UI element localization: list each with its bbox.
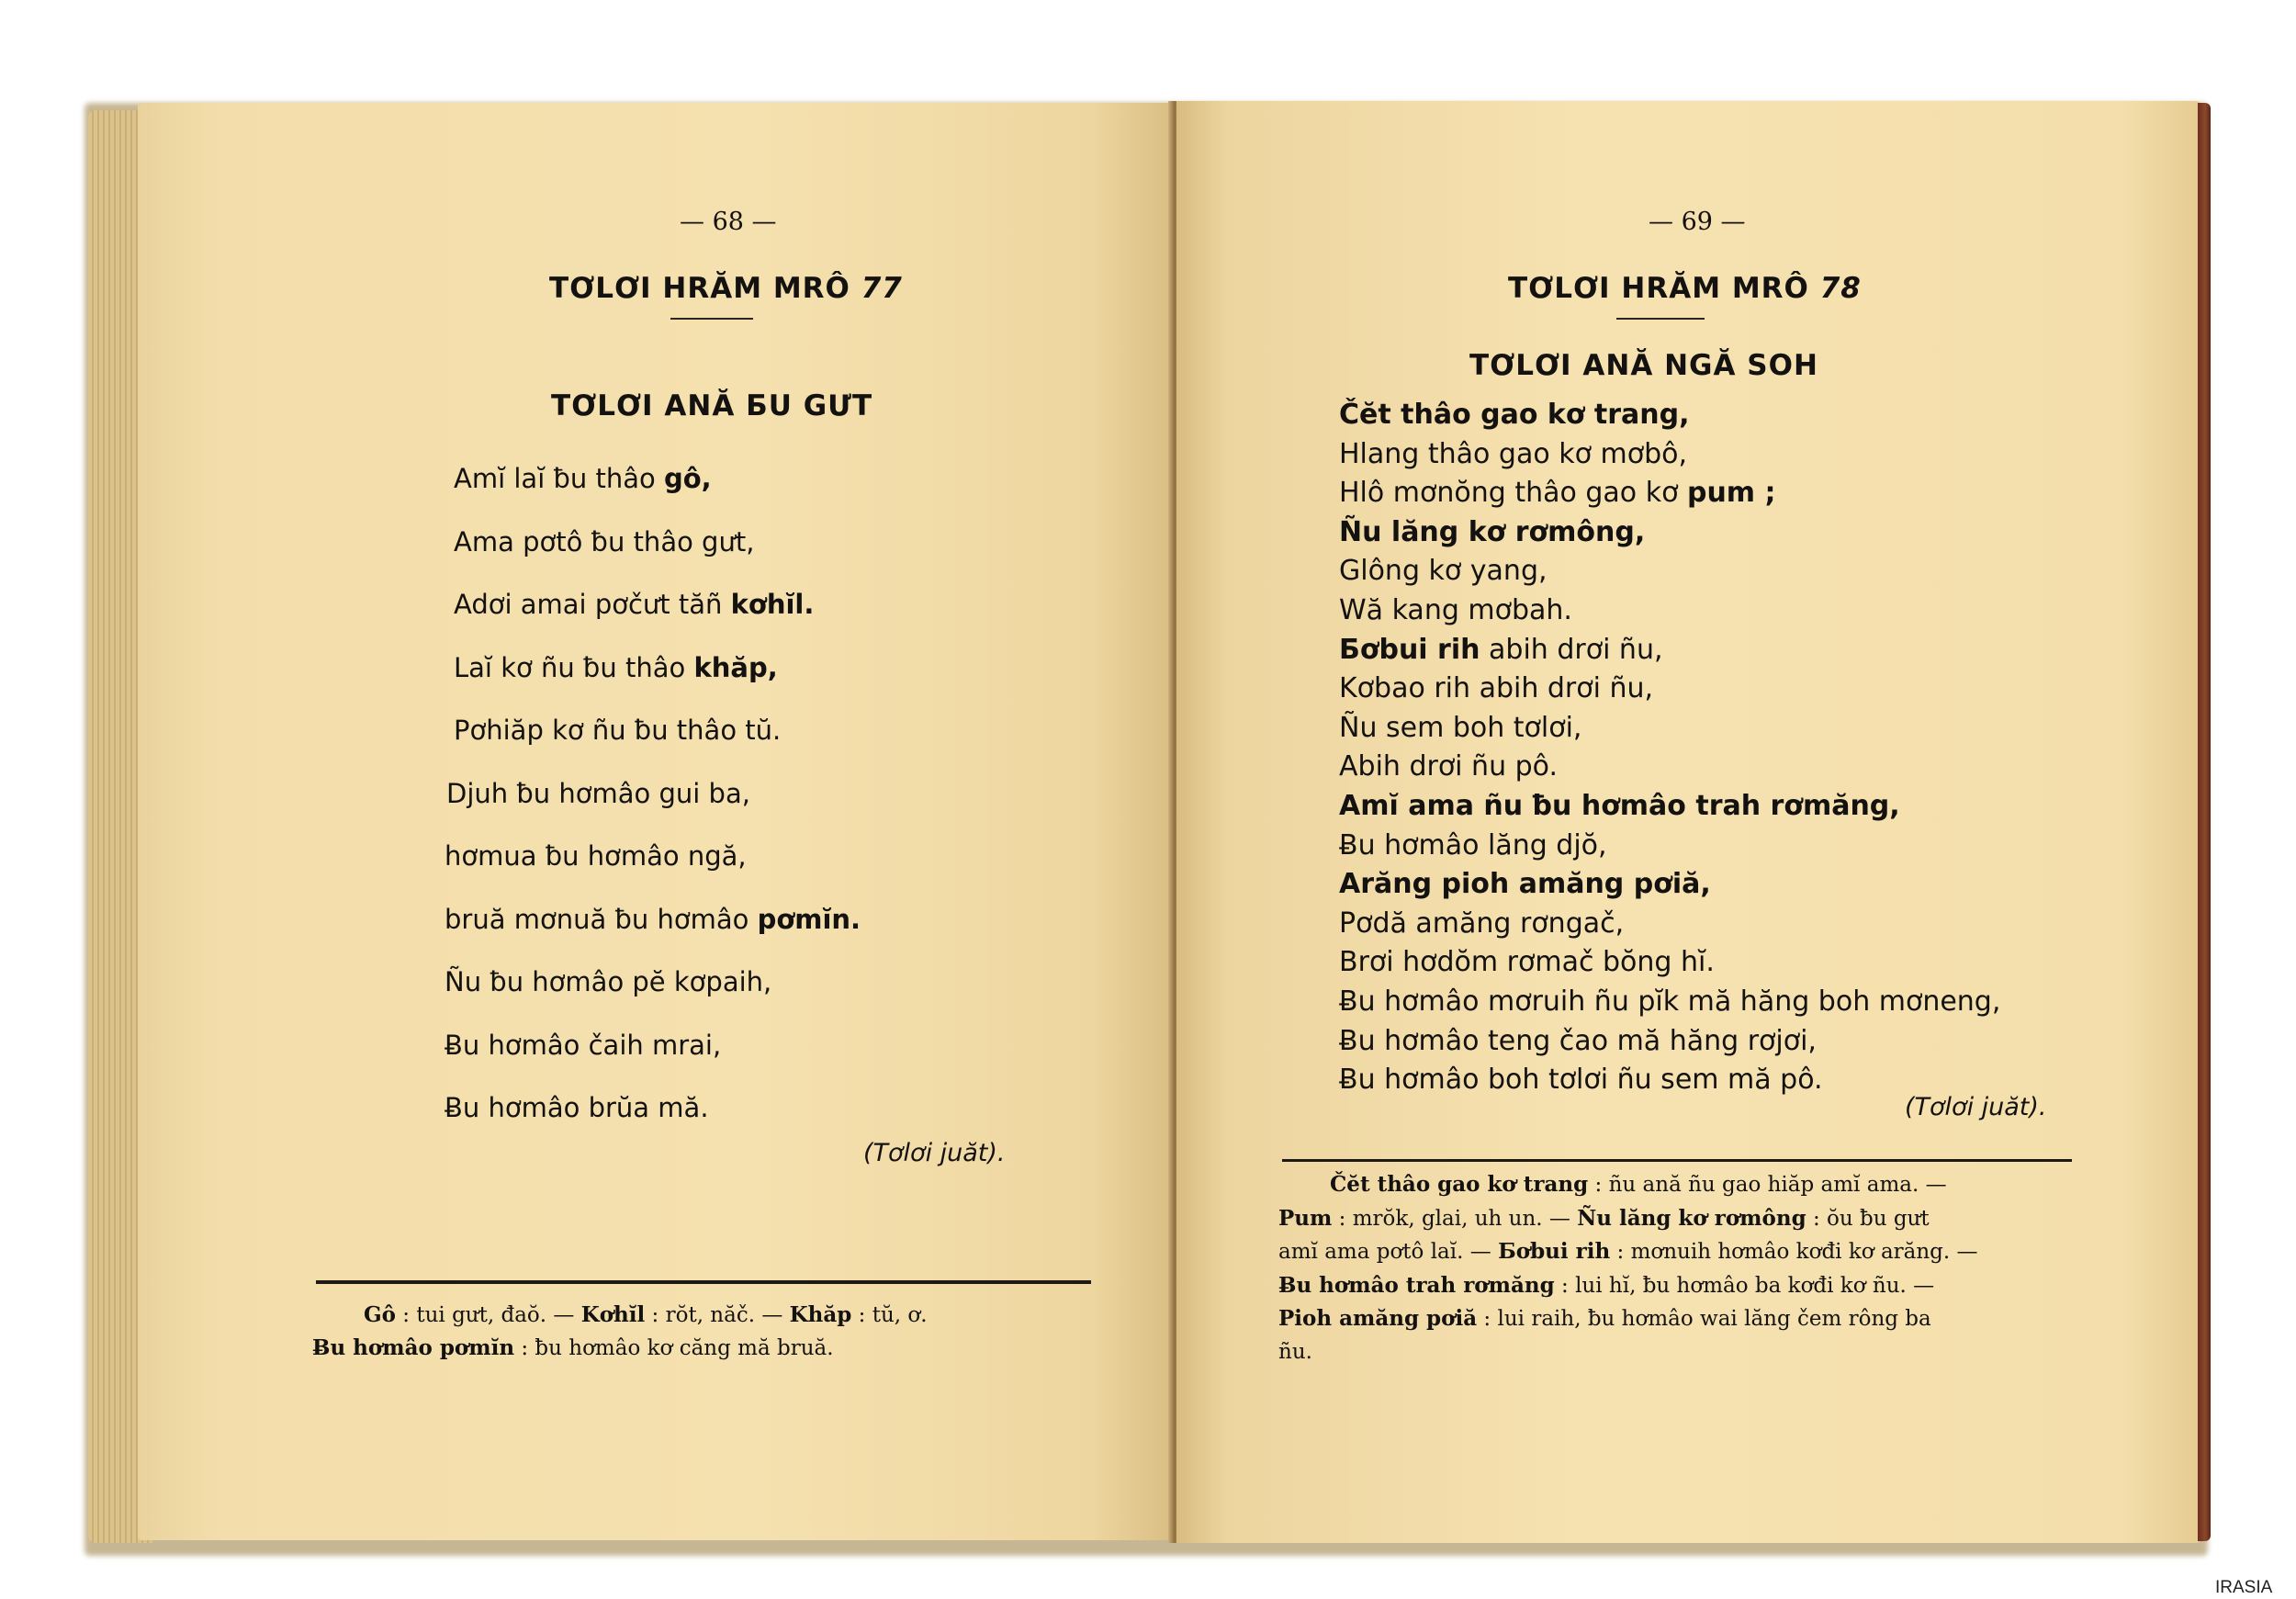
poem-line bbox=[446, 778, 750, 809]
bold-term: pơmĭn. bbox=[757, 903, 861, 935]
back-cover-edge bbox=[2198, 103, 2211, 1541]
text-run: Kơbao rih abih drơi ñu, bbox=[1339, 672, 1654, 705]
text-run: Ƀu hơmâo mơruih ñu pĭk mă hăng boh mơneng, bbox=[1339, 985, 2001, 1018]
poem-line bbox=[454, 463, 712, 494]
bold-term: Čĕt thâo gao kơ trang bbox=[1330, 1172, 1589, 1197]
text-run: Ƀu hơmâo čaih mrai, bbox=[445, 1029, 722, 1061]
text-run: Hlô mơnŏng thâo gao kơ bbox=[1339, 477, 1687, 510]
poem-line bbox=[1339, 477, 1776, 509]
right-lesson-number: 78 bbox=[1819, 272, 1862, 305]
left-lesson-heading bbox=[549, 272, 903, 305]
poem-line bbox=[1339, 712, 1581, 744]
poem-line bbox=[1339, 634, 1663, 666]
poem-line bbox=[1339, 946, 1715, 978]
text-run: Pơdă amăng rơngač, bbox=[1339, 906, 1625, 940]
poem-line bbox=[445, 1030, 721, 1061]
text-run: : lui hĭ, ƀu hơmâo ba kơđi kơ ñu. — bbox=[1554, 1273, 1935, 1298]
left-heading-underline bbox=[670, 318, 753, 320]
right-page-number: — 69 — bbox=[1649, 208, 1746, 236]
poem-line bbox=[1339, 516, 1645, 548]
text-run: ñu. bbox=[1278, 1339, 1312, 1364]
text-run: Ñu ƀu hơmâo pĕ kơpaih, bbox=[445, 966, 772, 997]
poem-line bbox=[1339, 1064, 1823, 1096]
footnote-line bbox=[364, 1302, 928, 1327]
left-lesson-number: 77 bbox=[861, 272, 903, 305]
text-run: Ƀu hơmâo teng čao mă hăng rơjơi, bbox=[1339, 1024, 1817, 1057]
poem-line bbox=[454, 526, 754, 557]
text-run: Ƀu hơmâo lăng djŏ, bbox=[1339, 828, 1607, 861]
text-run: : mrŏk, glai, uh un. — bbox=[1332, 1206, 1578, 1231]
text-run: amĭ ama pơtô laĭ. — bbox=[1278, 1240, 1499, 1264]
footnote-line bbox=[1278, 1340, 1312, 1364]
poem-line bbox=[1339, 868, 1711, 900]
poem-line bbox=[1339, 438, 1687, 470]
text-run: Abih drơi ñu pô. bbox=[1339, 750, 1559, 783]
text-run: : mơnuih hơmâo kơđi kơ arăng. — bbox=[1610, 1240, 1978, 1264]
text-run: : tŭ, ơ. bbox=[851, 1303, 928, 1327]
poem-line bbox=[454, 652, 778, 683]
text-run: Hlang thâo gao kơ mơbô, bbox=[1339, 437, 1688, 470]
right-source: (Tơlơi juăt). bbox=[1905, 1093, 2047, 1121]
bold-term: Pioh amăng pơiă bbox=[1278, 1306, 1478, 1331]
bold-term: Arăng pioh amăng pơiă, bbox=[1339, 868, 1711, 901]
poem-line bbox=[1339, 829, 1607, 861]
poem-line bbox=[1339, 594, 1572, 626]
text-run: Adơi amai pơčưt tăñ bbox=[454, 589, 731, 620]
text-run: Ñu sem boh tơlơi, bbox=[1339, 711, 1582, 744]
text-run: Ƀu hơmâo brŭa mă. bbox=[445, 1092, 709, 1123]
text-run: Djuh ƀu hơmâo gui ba, bbox=[446, 777, 750, 809]
text-run: Brơi hơdŏm rơmač bŏng hĭ. bbox=[1339, 946, 1715, 979]
right-heading-underline bbox=[1616, 318, 1705, 320]
poem-line bbox=[1339, 555, 1548, 587]
footnote-line bbox=[1278, 1239, 1978, 1264]
source-watermark: IRASIA bbox=[2215, 1578, 2273, 1597]
bold-term: Ƀu hơmâo pơmĭn bbox=[312, 1335, 515, 1360]
bold-term: Kơhĭl bbox=[580, 1302, 646, 1327]
left-page-number: — 68 — bbox=[680, 208, 777, 236]
poem-line bbox=[1339, 1025, 1817, 1057]
left-footnote-rule bbox=[316, 1280, 1091, 1284]
bold-term: Ñu lăng kơ rơmông, bbox=[1339, 515, 1646, 548]
poem-line bbox=[1339, 985, 2000, 1018]
poem-line bbox=[1339, 907, 1624, 940]
poem-line bbox=[445, 840, 747, 872]
bold-term: pum ; bbox=[1686, 477, 1776, 510]
text-run: : lui raih, ƀu hơmâo wai lăng čem rông ba bbox=[1477, 1307, 1931, 1331]
poem-line bbox=[1339, 399, 1690, 431]
text-run: Wă kang mơbah. bbox=[1339, 594, 1572, 626]
bold-term: Ƀu hơmâo trah rơmăng bbox=[1278, 1272, 1555, 1298]
bold-term: Gô bbox=[364, 1302, 396, 1327]
poem-line bbox=[1339, 672, 1653, 704]
poem-line bbox=[445, 1092, 709, 1123]
bold-term: Amĭ ama ñu ƀu hơmâo trah rơmăng, bbox=[1339, 790, 1900, 822]
footnote-line bbox=[1278, 1273, 1934, 1298]
text-run: Pơhiăp kơ ñu ƀu thâo tŭ. bbox=[454, 715, 782, 746]
bold-term: Ƃơbui rih bbox=[1498, 1239, 1611, 1264]
text-run: Ƀu hơmâo boh tơlơi ñu sem mă pô. bbox=[1339, 1064, 1823, 1097]
text-run: : ñu ană ñu gao hiăp amĭ ama. — bbox=[1588, 1173, 1947, 1197]
left-poem-title: TƠLƠI ANĂ ƂU GƯT bbox=[551, 389, 873, 422]
text-run: Laĭ kơ ñu ƀu thâo bbox=[454, 651, 694, 683]
text-run: : ŏu ƀu gưt bbox=[1806, 1206, 1930, 1231]
text-run: Ama pơtô ƀu thâo gưt, bbox=[454, 525, 755, 557]
text-run: Glông kơ yang, bbox=[1339, 555, 1548, 588]
left-source: (Tơlơi juăt). bbox=[863, 1139, 1006, 1167]
text-run: hơmua ƀu hơmâo ngă, bbox=[445, 840, 747, 872]
left-lesson-heading-title: TƠLƠI HRĂM MRÔ bbox=[549, 272, 850, 305]
poem-line bbox=[1339, 750, 1558, 783]
right-lesson-heading-title: TƠLƠI HRĂM MRÔ bbox=[1508, 272, 1809, 305]
text-run: : rŏt, năč. — bbox=[645, 1303, 790, 1327]
poem-line bbox=[445, 966, 771, 997]
bold-term: Čĕt thâo gao kơ trang, bbox=[1339, 399, 1690, 431]
bold-term: gô, bbox=[663, 463, 712, 494]
right-poem-title: TƠLƠI ANĂ NGĂ SOH bbox=[1469, 349, 1818, 382]
poem-line bbox=[454, 589, 814, 620]
right-lesson-heading bbox=[1508, 272, 1862, 305]
text-run: Amĭ laĭ ƀu thâo bbox=[454, 463, 664, 494]
poem-line bbox=[445, 904, 861, 935]
bold-term: kơhĭl. bbox=[730, 589, 815, 620]
text-run: : ƀu hơmâo kơ căng mă bruă. bbox=[514, 1336, 834, 1360]
bold-term: Pum bbox=[1278, 1205, 1333, 1231]
text-run: abih drơi ñu, bbox=[1480, 633, 1663, 666]
bold-term: Ñu lăng kơ rơmông bbox=[1577, 1205, 1806, 1231]
text-run: bruă mơnuă ƀu hơmâo bbox=[445, 903, 758, 935]
bold-term: Khăp bbox=[789, 1302, 852, 1327]
text-run: : tui gưt, đaŏ. — bbox=[395, 1303, 581, 1327]
footnote-line bbox=[1278, 1206, 1930, 1231]
bold-term: Ƃơbui rih bbox=[1339, 633, 1480, 666]
poem-line bbox=[1339, 790, 1900, 822]
footnote-line bbox=[312, 1335, 834, 1360]
footnote-line bbox=[1278, 1306, 1931, 1331]
poem-line bbox=[454, 715, 781, 746]
footnote-line bbox=[1330, 1172, 1947, 1197]
right-footnote-rule bbox=[1282, 1159, 2072, 1162]
bold-term: khăp, bbox=[693, 651, 778, 683]
